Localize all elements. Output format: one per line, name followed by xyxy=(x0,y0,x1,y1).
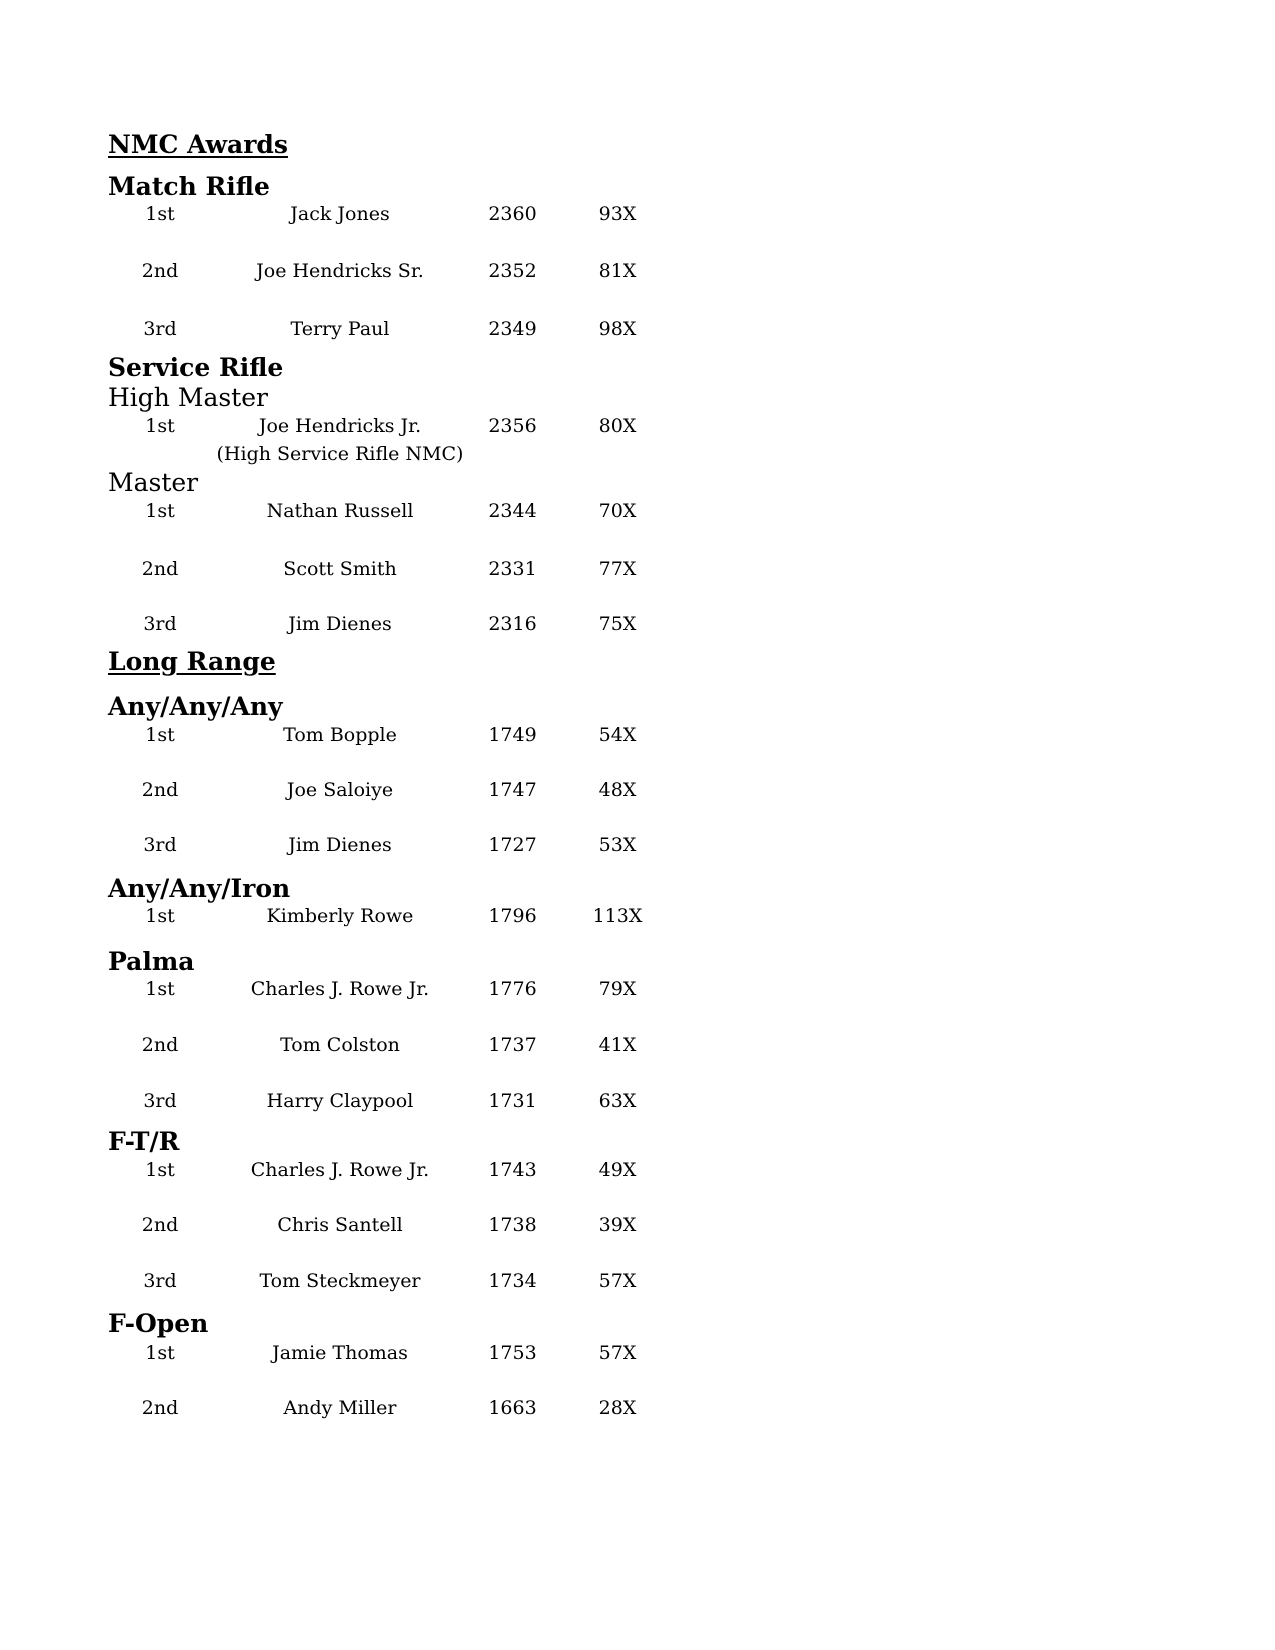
x-count-cell: 54X xyxy=(598,724,637,746)
page-title: NMC Awards xyxy=(108,130,288,159)
name-cell: Charles J. Rowe Jr. xyxy=(250,1159,430,1181)
x-count-cell: 39X xyxy=(598,1214,637,1236)
name-cell: Terry Paul xyxy=(290,318,390,340)
x-count-cell: 113X xyxy=(592,905,643,927)
name-cell: Harry Claypool xyxy=(266,1090,414,1112)
classification-master: Master xyxy=(108,468,199,497)
category-heading-f-open: F-Open xyxy=(108,1309,209,1338)
place-cell: 1st xyxy=(145,1342,175,1364)
name-cell: Charles J. Rowe Jr. xyxy=(250,978,430,1000)
name-cell: Tom Colston xyxy=(280,1034,400,1056)
place-cell: 2nd xyxy=(141,1214,179,1236)
section-heading-service-rifle: Service Rifle xyxy=(108,353,284,382)
score-cell: 1743 xyxy=(488,1159,537,1181)
x-count-cell: 63X xyxy=(598,1090,637,1112)
x-count-cell: 57X xyxy=(598,1270,637,1292)
score-cell: 1776 xyxy=(488,978,537,1000)
score-cell: 1747 xyxy=(488,779,537,801)
category-heading-any-any-iron: Any/Any/Iron xyxy=(108,874,291,903)
place-cell: 3rd xyxy=(143,1270,177,1292)
name-cell: Jim Dienes xyxy=(288,613,392,635)
place-cell: 1st xyxy=(145,203,175,225)
x-count-cell: 93X xyxy=(598,203,637,225)
name-cell: Kimberly Rowe xyxy=(266,905,414,927)
score-cell: 1731 xyxy=(488,1090,537,1112)
score-cell: 1737 xyxy=(488,1034,537,1056)
score-cell: 1738 xyxy=(488,1214,537,1236)
place-cell: 2nd xyxy=(141,558,179,580)
place-cell: 1st xyxy=(145,905,175,927)
x-count-cell: 53X xyxy=(598,834,637,856)
place-cell: 1st xyxy=(145,415,175,437)
x-count-cell: 49X xyxy=(598,1159,637,1181)
score-cell: 1663 xyxy=(488,1397,537,1419)
place-cell: 2nd xyxy=(141,1397,179,1419)
score-cell: 2360 xyxy=(488,203,537,225)
award-note: (High Service Rifle NMC) xyxy=(216,443,464,465)
place-cell: 3rd xyxy=(143,613,177,635)
x-count-cell: 70X xyxy=(598,500,637,522)
category-heading-f-tr: F-T/R xyxy=(108,1127,180,1156)
name-cell: Jack Jones xyxy=(290,203,390,225)
name-cell: Jim Dienes xyxy=(288,834,392,856)
name-cell: Chris Santell xyxy=(277,1214,403,1236)
x-count-cell: 98X xyxy=(598,318,637,340)
score-cell: 2349 xyxy=(488,318,537,340)
place-cell: 3rd xyxy=(143,1090,177,1112)
score-cell: 2356 xyxy=(488,415,537,437)
name-cell: Joe Saloiye xyxy=(286,779,394,801)
place-cell: 2nd xyxy=(141,260,179,282)
score-cell: 2331 xyxy=(488,558,537,580)
score-cell: 1753 xyxy=(488,1342,537,1364)
score-cell: 1727 xyxy=(488,834,537,856)
place-cell: 1st xyxy=(145,978,175,1000)
score-cell: 1796 xyxy=(488,905,537,927)
category-heading-palma: Palma xyxy=(108,947,195,976)
x-count-cell: 28X xyxy=(598,1397,637,1419)
place-cell: 1st xyxy=(145,1159,175,1181)
section-heading-long-range: Long Range xyxy=(108,647,276,676)
x-count-cell: 77X xyxy=(598,558,637,580)
x-count-cell: 81X xyxy=(598,260,637,282)
classification-high-master: High Master xyxy=(108,383,268,412)
place-cell: 3rd xyxy=(143,834,177,856)
score-cell: 2344 xyxy=(488,500,537,522)
place-cell: 1st xyxy=(145,724,175,746)
score-cell: 2352 xyxy=(488,260,537,282)
x-count-cell: 79X xyxy=(598,978,637,1000)
name-cell: Joe Hendricks Jr. xyxy=(258,415,422,437)
category-heading-any-any-any: Any/Any/Any xyxy=(108,692,283,721)
place-cell: 2nd xyxy=(141,779,179,801)
name-cell: Tom Bopple xyxy=(283,724,397,746)
place-cell: 3rd xyxy=(143,318,177,340)
x-count-cell: 48X xyxy=(598,779,637,801)
name-cell: Joe Hendricks Sr. xyxy=(256,260,424,282)
x-count-cell: 57X xyxy=(598,1342,637,1364)
x-count-cell: 75X xyxy=(598,613,637,635)
section-heading-match-rifle: Match Rifle xyxy=(108,172,270,201)
place-cell: 2nd xyxy=(141,1034,179,1056)
name-cell: Nathan Russell xyxy=(266,500,414,522)
name-cell: Scott Smith xyxy=(283,558,397,580)
x-count-cell: 41X xyxy=(598,1034,637,1056)
place-cell: 1st xyxy=(145,500,175,522)
name-cell: Tom Steckmeyer xyxy=(259,1270,421,1292)
score-cell: 1749 xyxy=(488,724,537,746)
score-cell: 2316 xyxy=(488,613,537,635)
name-cell: Jamie Thomas xyxy=(272,1342,408,1364)
x-count-cell: 80X xyxy=(598,415,637,437)
score-cell: 1734 xyxy=(488,1270,537,1292)
name-cell: Andy Miller xyxy=(283,1397,397,1419)
